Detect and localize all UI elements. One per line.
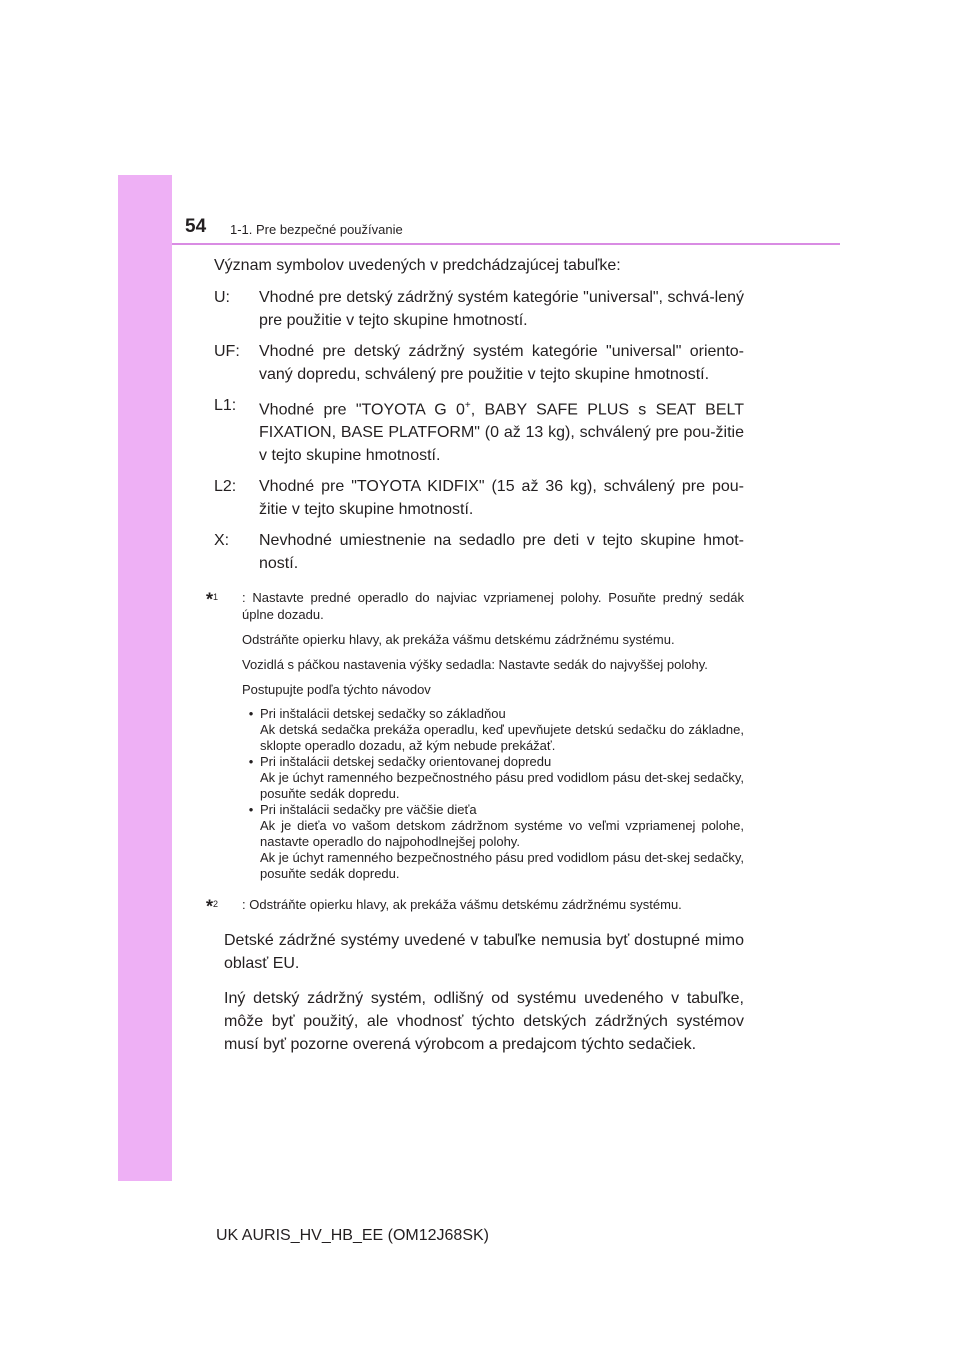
- bullet-body: Ak je úchyt ramenného bezpečnostného pásu pred vodidlom pásu det-skej sedačky, posuňte sedák dopredu.: [260, 770, 744, 802]
- definition-key: UF:: [214, 343, 240, 360]
- bullet-item: [242, 706, 744, 754]
- document-footer: UK AURIS_HV_HB_EE (OM12J68SK): [216, 1227, 489, 1244]
- footnote-marker: [206, 896, 234, 916]
- definition-text: Nevhodné umiestnenie na sedadlo pre deti v tejto skupine hmot-ností.: [259, 532, 744, 573]
- footnote-text: : Odstráňte opierku hlavy, ak prekáža vášmu detskému zádržnému systému.: [242, 897, 682, 913]
- intro-text: Význam symbolov uvedených v predchádzajúcej tabuľke:: [214, 257, 621, 274]
- footnote-text: : Nastavte predné operadlo do najviac vzpriamenej polohy. Posuňte predný sedák úplne dozadu.: [242, 590, 744, 623]
- chapter-sidebar-tab: [118, 175, 172, 1181]
- bullet-item: [242, 802, 744, 882]
- bullet-title: Pri inštalácii detskej sedačky orientovanej dopredu: [260, 754, 552, 770]
- bullet-dot-icon: •: [248, 706, 254, 722]
- bullet-body: Ak je úchyt ramenného bezpečnostného pásu pred vodidlom pásu det-skej sedačky, posuňte sedák dopredu.: [260, 850, 744, 882]
- footnote-1-sub: Postupujte podľa týchto návodov: [242, 682, 431, 698]
- definition-superscript: +: [464, 400, 471, 411]
- footnote-1-sub: Odstráňte opierku hlavy, ak prekáža vášmu detskému zádržnému systému.: [242, 632, 675, 648]
- definition-l2: [214, 475, 744, 521]
- footnote-1-bullets: [242, 706, 744, 882]
- definition-key: X:: [214, 532, 230, 550]
- page-content: [206, 254, 744, 1056]
- section-title: 1-1. Pre bezpečné používanie: [230, 222, 403, 237]
- definition-text: Vhodné pre "TOYOTA KIDFIX" (15 až 36 kg), schválený pre pou-žitie v tejto skupine hmotností.: [259, 478, 744, 519]
- definition-uf: [214, 340, 744, 386]
- definition-text: Vhodné pre detský zádržný systém kategórie "universal", schvá-lený pre použitie v tejto skupine hmotností.: [259, 289, 744, 329]
- bullet-dot-icon: •: [248, 754, 254, 770]
- paragraph: Iný detský zádržný systém, odlišný od systému uvedeného v tabuľke, môže byť použitý, ale vhodnosť týchto detských zádržných systémov musí byť pozorne overená výrobcom a predajcom týchto sedačiek.: [224, 989, 744, 1053]
- bullet-body: Ak detská sedačka prekáža operadlu, keď upevňujete detskú sedačku do základne, sklopte operadlo dozadu, až kým nebude prekážať.: [260, 722, 744, 754]
- definition-text-part: , BABY SAFE PLUS s SEAT BELT FIXATION, BASE PLATFORM" (0 až 13 kg), schválený pre pou-žitie v tejto skupine hmotností.: [259, 401, 744, 465]
- definition-key: L2:: [214, 478, 237, 496]
- definition-text: Vhodné pre detský zádržný systém kategórie "universal" oriento-vaný dopredu, schválený pre použitie v tejto skupine hmotností.: [259, 343, 744, 383]
- footnote-number: 1: [213, 592, 219, 603]
- header-rule: [172, 243, 840, 245]
- bullet-dot-icon: •: [248, 802, 254, 818]
- definition-text: [259, 394, 744, 467]
- footnote-1-sub: Vozidlá s páčkou nastavenia výšky sedadla: Nastavte sedák do najvyššej polohy.: [242, 657, 708, 673]
- definition-text-part: Vhodné pre "TOYOTA G 0: [259, 401, 465, 419]
- definition-key: U:: [214, 289, 230, 306]
- footnote-2: [206, 896, 744, 917]
- footnote-1: [206, 589, 744, 623]
- footnote-number: 2: [213, 899, 219, 910]
- bullet-item: [242, 754, 744, 802]
- page-number: 54: [185, 216, 207, 237]
- paragraph: Detské zádržné systémy uvedené v tabuľke nemusia byť dostupné mimo oblasť EU.: [224, 931, 744, 972]
- definition-key: L1:: [214, 397, 237, 414]
- definition-x: [214, 529, 744, 575]
- asterisk: *: [206, 589, 214, 610]
- definition-u: [214, 286, 744, 332]
- asterisk: *: [206, 896, 214, 917]
- footnote-marker: [206, 589, 234, 623]
- definition-l1: [214, 394, 744, 467]
- bullet-title: Pri inštalácii sedačky pre väčšie dieťa: [260, 802, 477, 818]
- bullet-title: Pri inštalácii detskej sedačky so základňou: [260, 706, 506, 722]
- bullet-body: Ak je dieťa vo vašom detskom zádržnom systéme vo veľmi vzpriamenej polohe, nastavte operadlo do najpohodlnejšej polohy.: [260, 818, 744, 850]
